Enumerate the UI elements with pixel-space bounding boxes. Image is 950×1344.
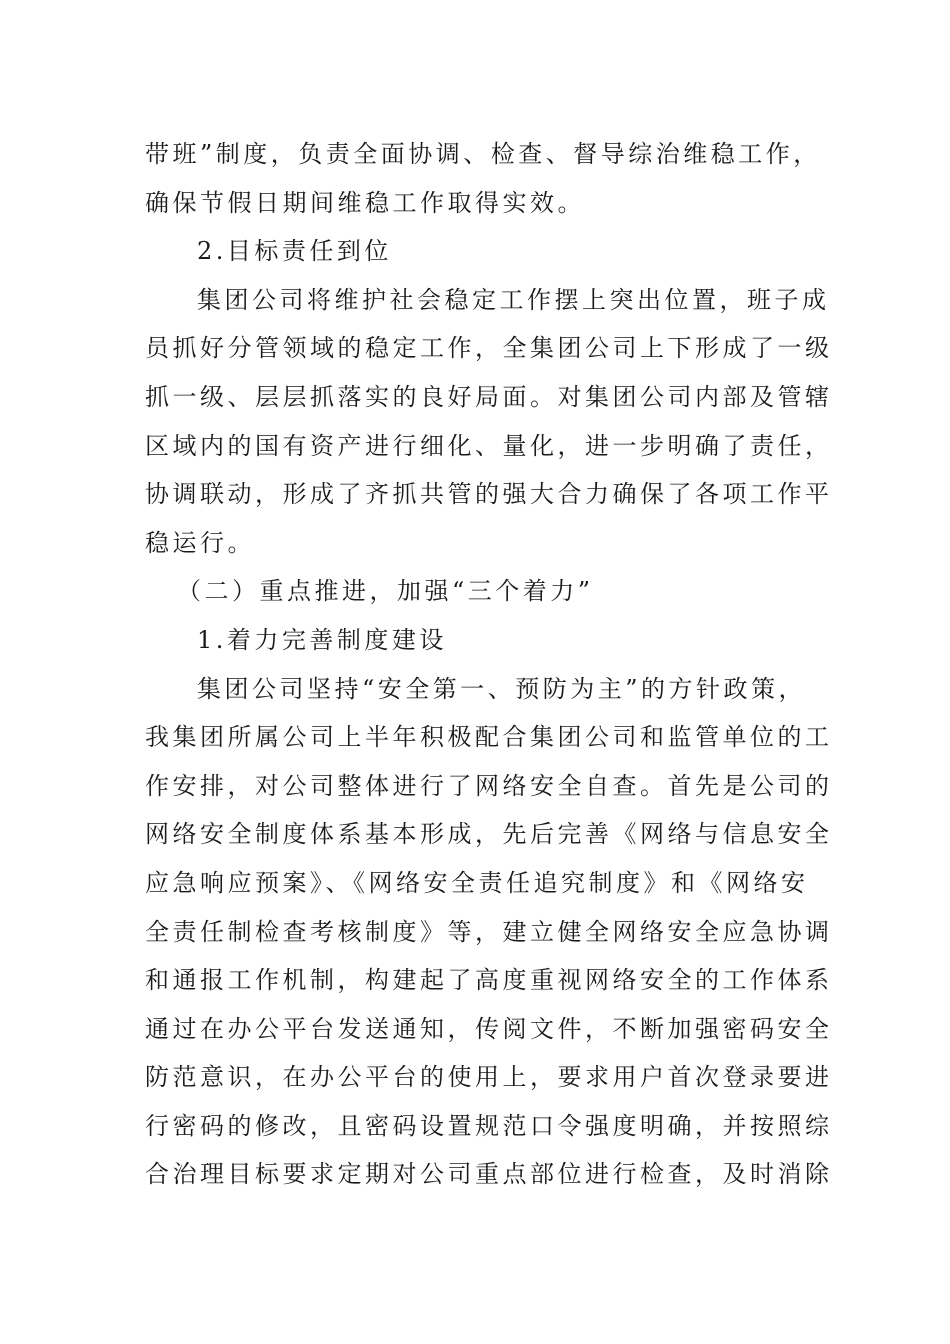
text-line: 稳运行。 (145, 528, 255, 557)
text-line: 员抓好分管领域的稳定工作，全集团公司上下形成了一级 (145, 334, 833, 363)
text-line: 合治理目标要求定期对公司重点部位进行检查，及时消除 (145, 1160, 833, 1189)
text-line: 作安排，对公司整体进行了网络安全自查。首先是公司的 (145, 771, 833, 800)
section-heading: 1.着力完善制度建设 (197, 625, 447, 654)
text-line: 行密码的修改，且密码设置规范口令强度明确，并按照综 (145, 1111, 833, 1140)
text-line: 抓一级、层层抓落实的良好局面。对集团公司内部及管辖 (145, 382, 833, 411)
text-line: 我集团所属公司上半年积极配合集团公司和监管单位的工 (145, 723, 833, 752)
text-line: 全责任制检查考核制度》等，建立健全网络安全应急协调 (145, 917, 833, 946)
text-line: 通过在办公平台发送通知，传阅文件，不断加强密码安全 (145, 1014, 833, 1043)
text-line: 区域内的国有资产进行细化、量化，进一步明确了责任， (145, 431, 833, 460)
document-body (145, 130, 833, 1199)
text-line: 应急响应预案》、《网络安全责任追究制度》和《网络安 (145, 868, 809, 897)
text-line: 协调联动，形成了齐抓共管的强大合力确保了各项工作平 (145, 480, 833, 509)
paragraph-start: 集团公司将维护社会稳定工作摆上突出位置，班子成 (197, 285, 830, 314)
section-heading: 2.目标责任到位 (197, 237, 392, 266)
section-heading: （二）重点推进，加强“三个着力” (177, 577, 594, 606)
text-line: 和通报工作机制，构建起了高度重视网络安全的工作体系 (145, 966, 833, 995)
text-line: 防范意识，在办公平台的使用上，要求用户首次登录要进 (145, 1063, 833, 1092)
paragraph-start: 集团公司坚持“安全第一、预防为主”的方针政策， (197, 674, 807, 703)
text-line: 确保节假日期间维稳工作取得实效。 (145, 188, 585, 217)
text-line: 网络安全制度体系基本形成，先后完善《网络与信息安全 (145, 820, 833, 849)
text-line: 带班”制度，负责全面协调、检查、督导综治维稳工作， (145, 140, 821, 168)
